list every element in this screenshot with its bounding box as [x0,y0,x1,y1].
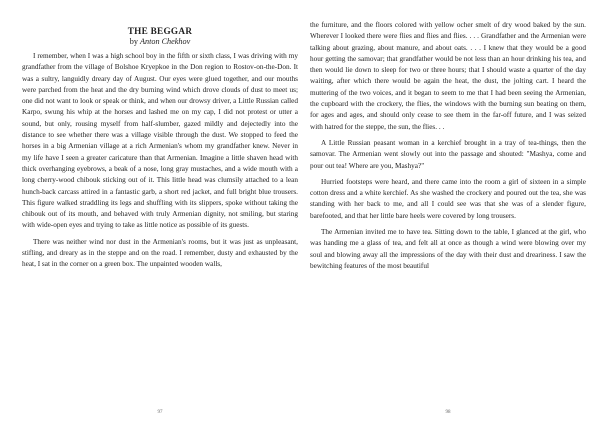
paragraph: There was neither wind nor dust in the Armenian's rooms, but it was just as unpleasant, stifling, and dreary as in the steppe and on the road. I remember, dusty and exhausted by the heat, I sat in the corner on a green box. The unpainted wooden walls, [22,237,298,269]
byline [22,37,298,47]
paragraph: The Armenian invited me to have tea. Sitting down to the table, I glanced at the girl, who was handing me a glass of tea, and felt all at once as though a wind were blowing over my soul and blowing away all the impressions of the day with their dust and dreariness. I saw the bewitching features of the most beautiful [310,228,586,270]
right-page [310,0,586,424]
left-page-text [22,51,298,271]
right-page-text [310,20,586,272]
author-name: Anton Chekhov [139,37,191,46]
byline-prefix: by [129,37,138,46]
paragraph: A Little Russian peasant woman in a kerchief brought in a tray of tea-things, then the samovar. The Armenian went slowly out into the passage and shouted: "Mashya, come and pour out tea! Where are you, Mashya?" [310,138,586,170]
paragraph: Hurried footsteps were heard, and there came into the room a girl of sixteen in a simple cotton dress and a white kerchief. As she washed the crockery and poured out the tea, she was standing with her back to me, and all I could see was that she was of a slender figure, barefooted, and that her little bare heels were covered by long trousers. [310,177,586,220]
page-number-left: 97 [157,410,163,415]
paragraph: the furniture, and the floors colored with yellow ocher smelt of dry wood baked by the sun. Wherever I looked there were flies and flies and flies. . . . Grandfather and the Armenian were talking about grazing, about manure, and about oats. . . . I knew that they would be a good hour getting the samovar; that grandfather would be not less than an hour drinking his tea, and then would lie down to sleep for two or three hours; that I should waste a quarter of the day waiting, after which there would be again the heat, the dust, the jolting cart. I heard the muttering of the two voices, and it began to seem to me that I had been seeing the Armenian, the cupboard with the crockery, the flies, the windows with the burning sun beating on them, for ages and ages, and should only cease to see them in the far-off future, and I was seized with hatred for the steppe, the sun, the flies. . . [310,21,586,131]
paragraph: I remember, when I was a high school boy in the fifth or sixth class, I was driving with my grandfather from the village of Bolshoe Kryepkoe in the Don region to Rostov-on-the-Don. It was a sultry, languidly dreary day of August. Our eyes were glued together, and our mouths were parched from the heat and the dry burning wind which drove clouds of dust to meet us; one did not want to look or speak or think, and when our drowsy driver, a Little Russian called Karpo, swung his whip at the horses and lashed me on my cap, I did not protest or utter a sound, but only, rousing myself from half-slumber, gazed mildly and dejectedly into the distance to see whether there was a village visible through the dust. We stopped to feed the horses in a big Armenian village at a rich Armenian's whom my grandfather knew. Never in my life have I seen a greater caricature than that Armenian. Imagine a little shaven head with thick overhanging eyebrows, a beak of a nose, long gray mustaches, and a wide mouth with a long cherry-wood chibouk sticking out of it. This little head was clumsily attached to a lean hunch-back carcass attired in a fantastic garb, a short red jacket, and full bright blue trousers. This figure walked straddling its legs and shuffling with its slippers, spoke without taking the chibouk out of its mouth, and behaved with truly Armenian dignity, not smiling, but staring with wide-open eyes and trying to take as little notice as possible of its guests. [22,52,298,230]
story-title: THE BEGGAR [127,26,193,36]
left-page [22,0,298,424]
page-number-right: 98 [445,410,451,415]
